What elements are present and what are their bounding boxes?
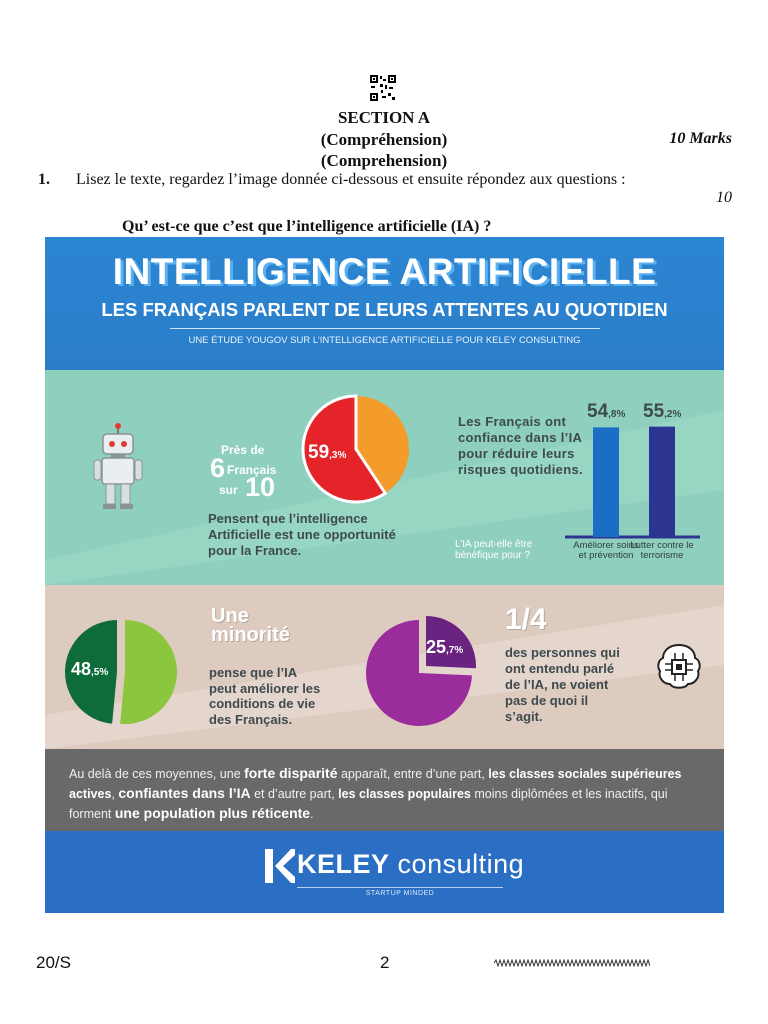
infographic: [45, 237, 724, 913]
paper-code: 20/S: [36, 953, 71, 972]
divider: [170, 328, 600, 329]
section-marks: 10 Marks: [669, 130, 732, 147]
squiggle-line: [494, 959, 650, 967]
benefit-question: L’IA peut-elle être bénéfique pour ?: [455, 539, 533, 561]
question-heading: Qu’ est-ce que c’est que l’intelligence artificielle (IA) ?: [122, 218, 492, 235]
robot-icon: [93, 422, 163, 512]
minority-percent: [71, 659, 108, 680]
unknown-percent: [426, 637, 463, 658]
brain-chip-icon: [653, 641, 705, 693]
disparity-text: Au delà de ces moyennes, une forte disparité apparaît, entre d’une part, les classes sociales supérieures actives, confiantes dans l’IA et d’autre part, les classes populaires moins diplômées et les inactifs, qui forment une population plus réticente.: [69, 765, 682, 821]
unknown-pie-chart: [361, 611, 483, 733]
infographic-subtitle: LES FRANÇAIS PARLENT DE LEURS ATTENTES AU QUOTIDIEN: [101, 299, 668, 320]
bar-value-label: 54,8%: [587, 401, 626, 423]
francais-label: Français: [227, 463, 277, 477]
logo-consulting: consulting: [397, 849, 525, 879]
opportunity-caption: Pensent que l’intelligence Artificielle est une opportunité pour la France.: [208, 511, 396, 558]
section-subtitle-en: (Comprehension): [320, 151, 448, 170]
section-subtitle-fr: (Compréhension): [320, 130, 448, 149]
ten-number: 10: [245, 472, 276, 502]
bar-category-label: Lutter contre le terrorisme: [630, 540, 694, 561]
qr-code-icon: [370, 75, 396, 101]
bar-category-label: Améliorer soins et prévention: [573, 540, 639, 561]
logo-divider: [297, 887, 503, 888]
minority-title-text: Une minorité: [211, 605, 290, 646]
minority-percent-dec: ,5%: [91, 667, 109, 678]
question-number: 1.: [38, 171, 50, 188]
quarter-title-text: 1/4: [505, 603, 547, 636]
section-title: SECTION A: [337, 108, 431, 127]
quarter-title: [505, 603, 547, 637]
logo-wordmark: [297, 849, 524, 880]
opportunity-percent-dec: ,3%: [329, 450, 347, 461]
disparity-panel: [45, 749, 724, 831]
study-credit: UNE ÉTUDE YOUGOV SUR L’INTELLIGENCE ARTIFICIELLE POUR KELEY CONSULTING: [188, 335, 581, 346]
infographic-header: [45, 237, 724, 370]
bar-1: [593, 427, 619, 537]
minority-percent-int: 48: [71, 659, 92, 679]
minority-caption: pense que l’IA peut améliorer les conditions de vie des Français.: [209, 665, 321, 727]
pres-de-label: Près de: [221, 443, 265, 457]
confidence-text: Les Français ont confiance dans l’IA pour réduire leurs risques quotidiens.: [458, 414, 583, 477]
keley-logo-icon: [265, 849, 295, 883]
opportunity-percent: [308, 442, 346, 464]
unknown-percent-int: 25: [426, 637, 447, 657]
infographic-title: INTELLIGENCE ARTIFICIELLE: [112, 251, 657, 292]
minority-panel: [45, 585, 724, 749]
bar-value-label: 55,2%: [643, 400, 682, 422]
pie-remainder-slice: [120, 620, 177, 724]
question-text: Lisez le texte, regardez l’image donnée ci-dessous et ensuite répondez aux questions :: [76, 171, 626, 188]
unknown-caption: des personnes qui ont entendu parlé de l’IA, ne voient pas de quoi il s’agit.: [505, 645, 620, 724]
bar-2: [649, 427, 675, 537]
sur-label: sur: [219, 483, 238, 497]
logo-panel: [45, 831, 724, 913]
opportunity-panel: [45, 370, 724, 585]
question-marks: 10: [716, 189, 732, 206]
logo-tagline: STARTUP MINDED: [365, 890, 435, 897]
minority-title: [211, 607, 301, 645]
six-number: 6: [210, 453, 226, 483]
logo-keley: KELEY: [297, 849, 390, 879]
page-number: 2: [380, 953, 390, 972]
unknown-percent-dec: ,7%: [446, 645, 464, 656]
opportunity-percent-int: 59: [308, 442, 330, 463]
